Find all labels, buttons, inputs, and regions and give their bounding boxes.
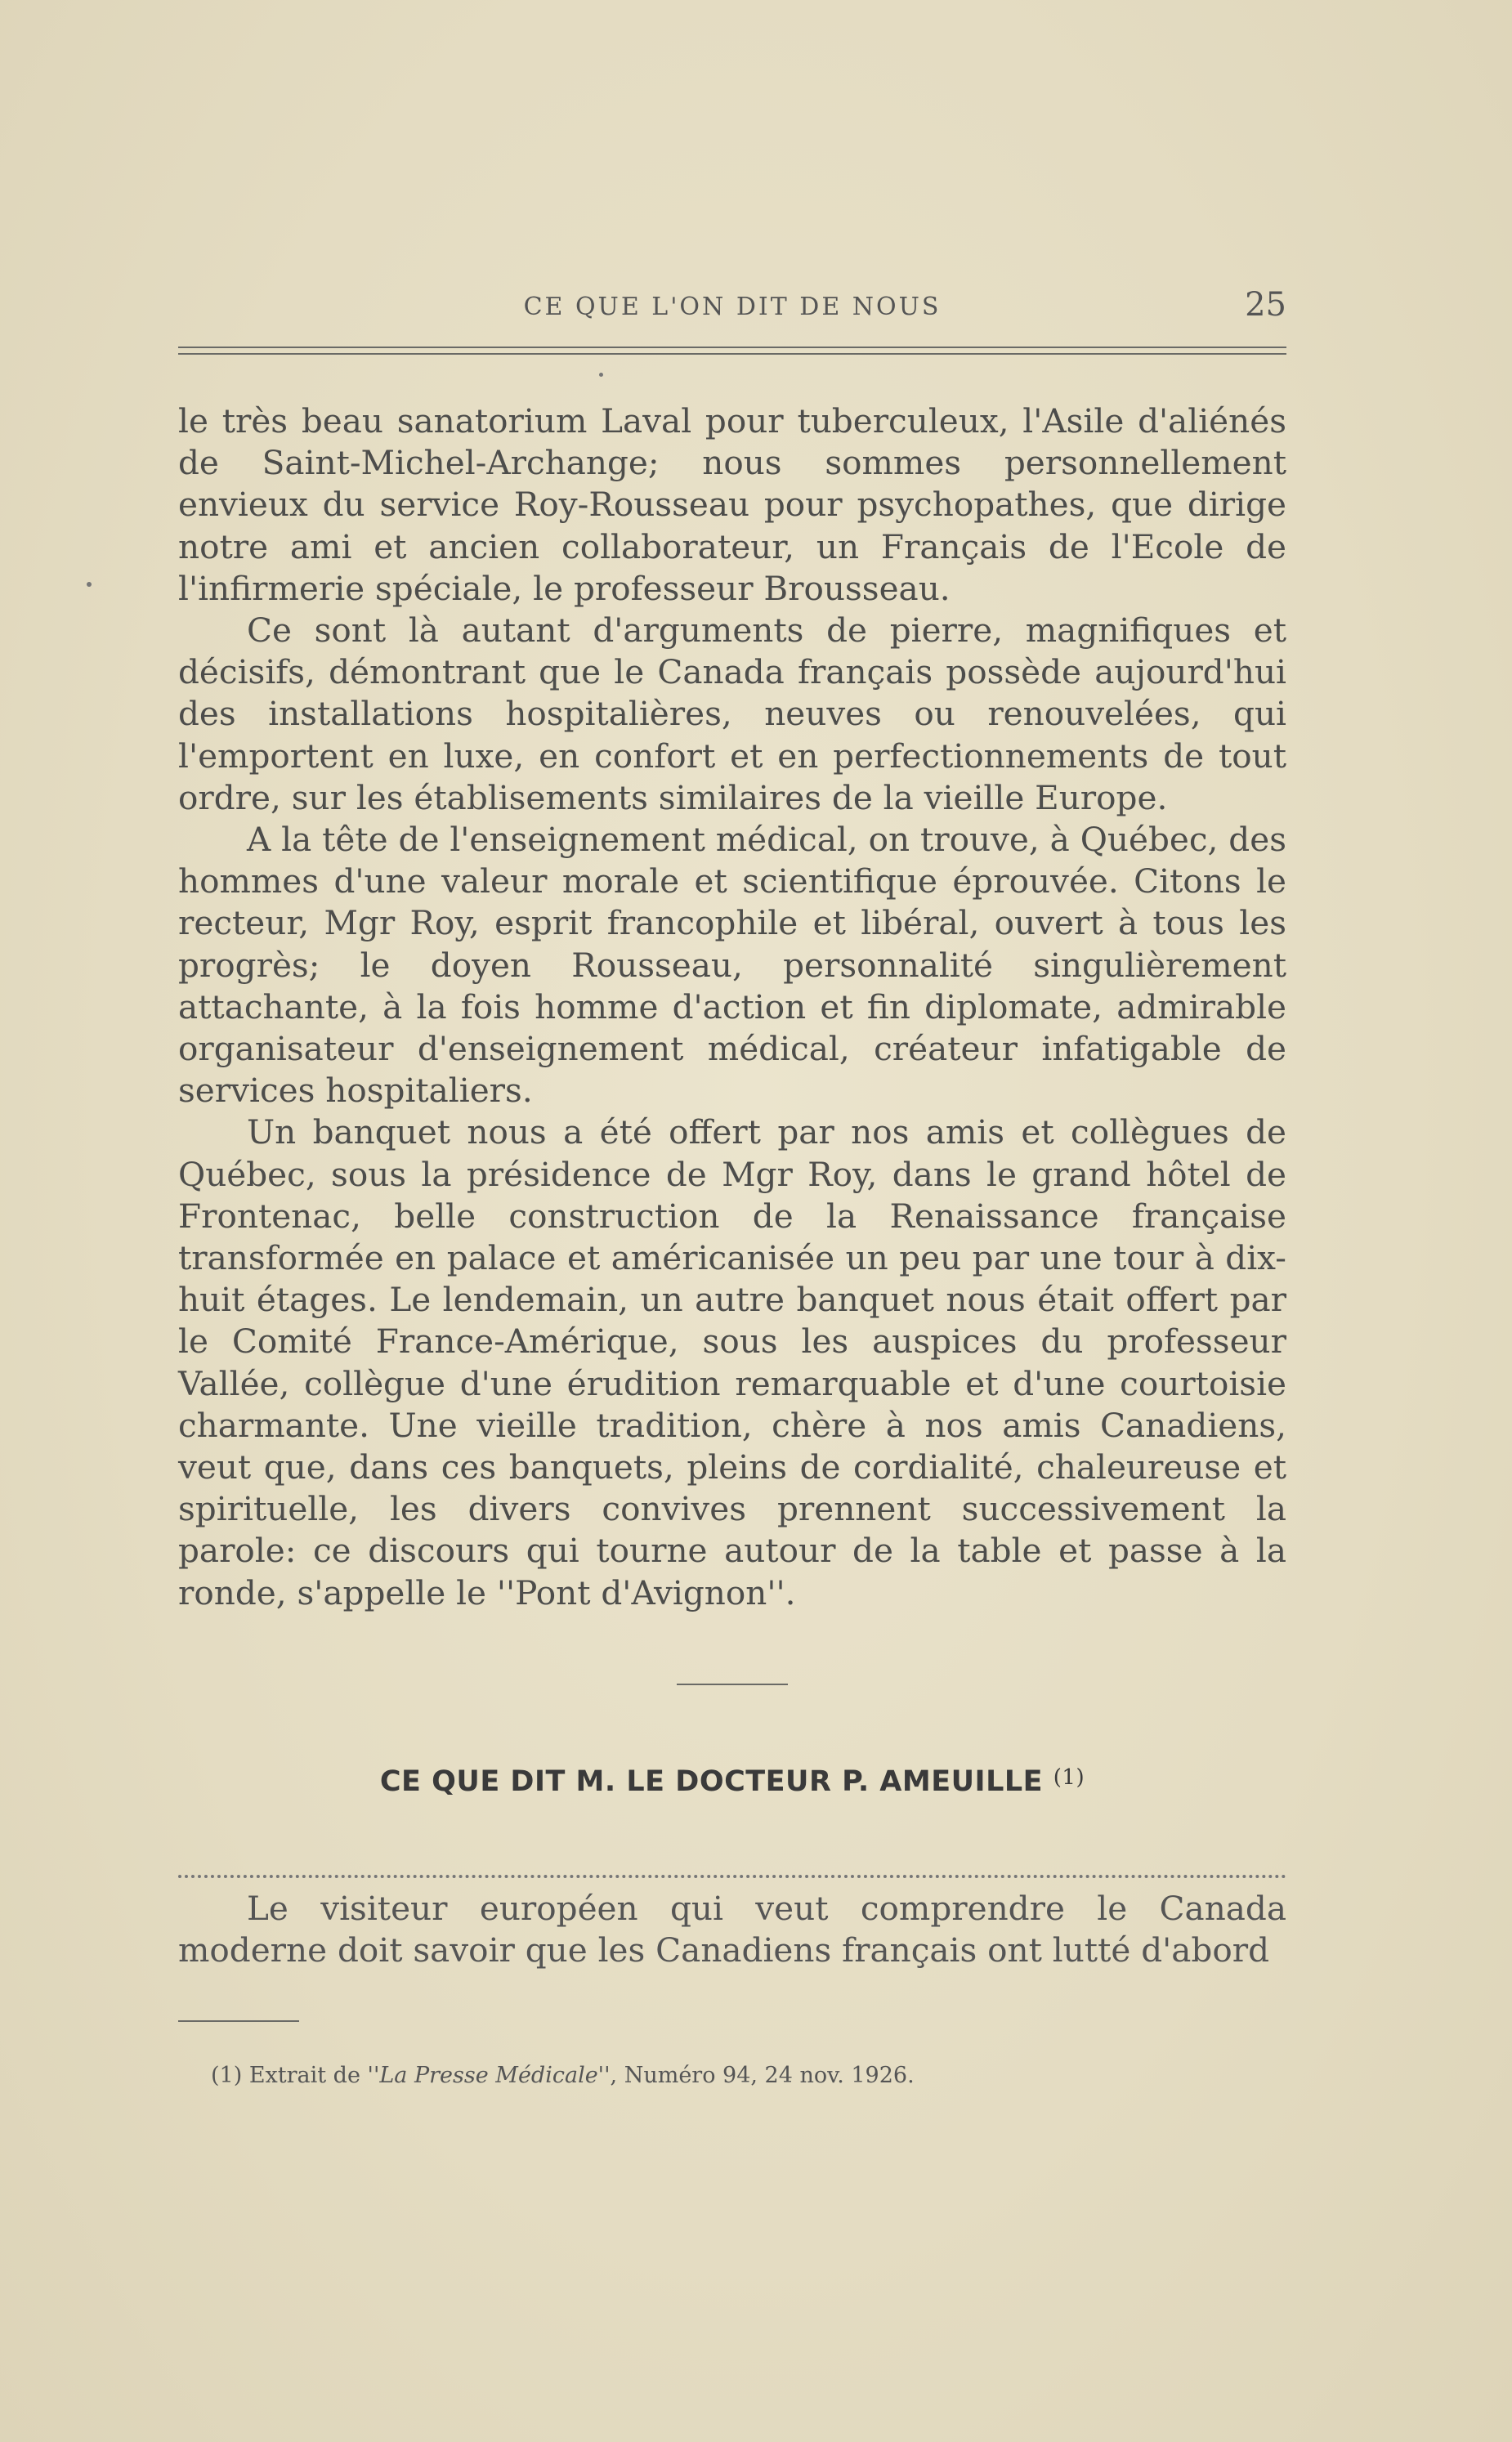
paper-speck	[599, 373, 603, 377]
section-paragraph: Le visiteur européen qui veut comprendre le Canada moderne doit savoir que les Canadiens français ont lutté d'abord	[178, 1889, 1286, 1970]
footnote-suffix: , Numéro 94, 24 nov. 1926.	[610, 2063, 915, 2088]
paragraph-2: Ce sont là autant d'arguments de pierre, magnifiques et décisifs, démontrant que le Canada français possède aujourd'hui des installations hospitalières, neuves ou renouvelées, qui l'emportent en luxe, en confort et en perfectionnements de tout ordre, sur les établisements similaires de la vieille Europe.	[178, 610, 1286, 817]
section-heading-text: CE QUE DIT M. LE DOCTEUR P. AMEUILLE	[379, 1765, 1044, 1798]
section-body	[178, 1888, 1286, 1971]
section-divider	[677, 1684, 788, 1685]
footnote-rule	[178, 2020, 299, 2022]
section-heading	[178, 1765, 1286, 1798]
paragraph-4: Un banquet nous a été offert par nos amis et collègues de Québec, sous la présidence de Mgr Roy, dans le grand hôtel de Frontenac, belle construction de la Renaissance française transformée en palace et américanisée un peu par une tour à dix-huit étages. Le lendemain, un autre banquet nous était offert par le Comité France-Amérique, sous les auspices du professeur Vallée, collègue d'une érudition remarquable et d'une courtoisie charmante. Une vieille tradition, chère à nos amis Canadiens, veut que, dans ces banquets, pleins de cordialité, chaleureuse et spirituelle, les divers convives prennent successivement la parole: ce discours qui tourne autour de la table et passe à la ronde, s'appelle le ''Pont d'Avignon''.	[178, 1112, 1286, 1612]
footnote	[211, 2063, 1273, 2088]
footnote-reference: (1)	[1053, 1765, 1085, 1790]
paragraph-3: A la tête de l'enseignement médical, on trouve, à Québec, des hommes d'une valeur morale et scientifique éprouvée. Citons le recteur, Mgr Roy, esprit francophile et libéral, ouvert à tous les progrès; le doyen Rousseau, personnalité singulièrement attachante, à la fois homme d'action et fin diplomate, admirable organisateur d'enseignement médical, créateur infatigable de services hospitaliers.	[178, 820, 1286, 1111]
ellipsis-dotted-line	[178, 1875, 1286, 1878]
body-text	[178, 400, 1286, 1614]
running-title: CE QUE L'ON DIT DE NOUS	[523, 293, 942, 321]
footnote-source: ''La Presse Médicale''	[367, 2063, 611, 2088]
paragraph-1: le très beau sanatorium Laval pour tuberculeux, l'Asile d'aliénés de Saint-Michel-Archange; nous sommes personnellement envieux du service Roy-Rousseau pour psychopathes, que dirige notre ami et ancien collaborateur, un Français de l'Ecole de l'infirmerie spéciale, le professeur Brousseau.	[178, 401, 1286, 608]
header-double-rule	[178, 347, 1286, 355]
page-number: 25	[1245, 286, 1286, 324]
paper-speck	[87, 582, 92, 587]
footnote-prefix: (1) Extrait de	[211, 2063, 368, 2088]
running-head	[178, 286, 1286, 327]
